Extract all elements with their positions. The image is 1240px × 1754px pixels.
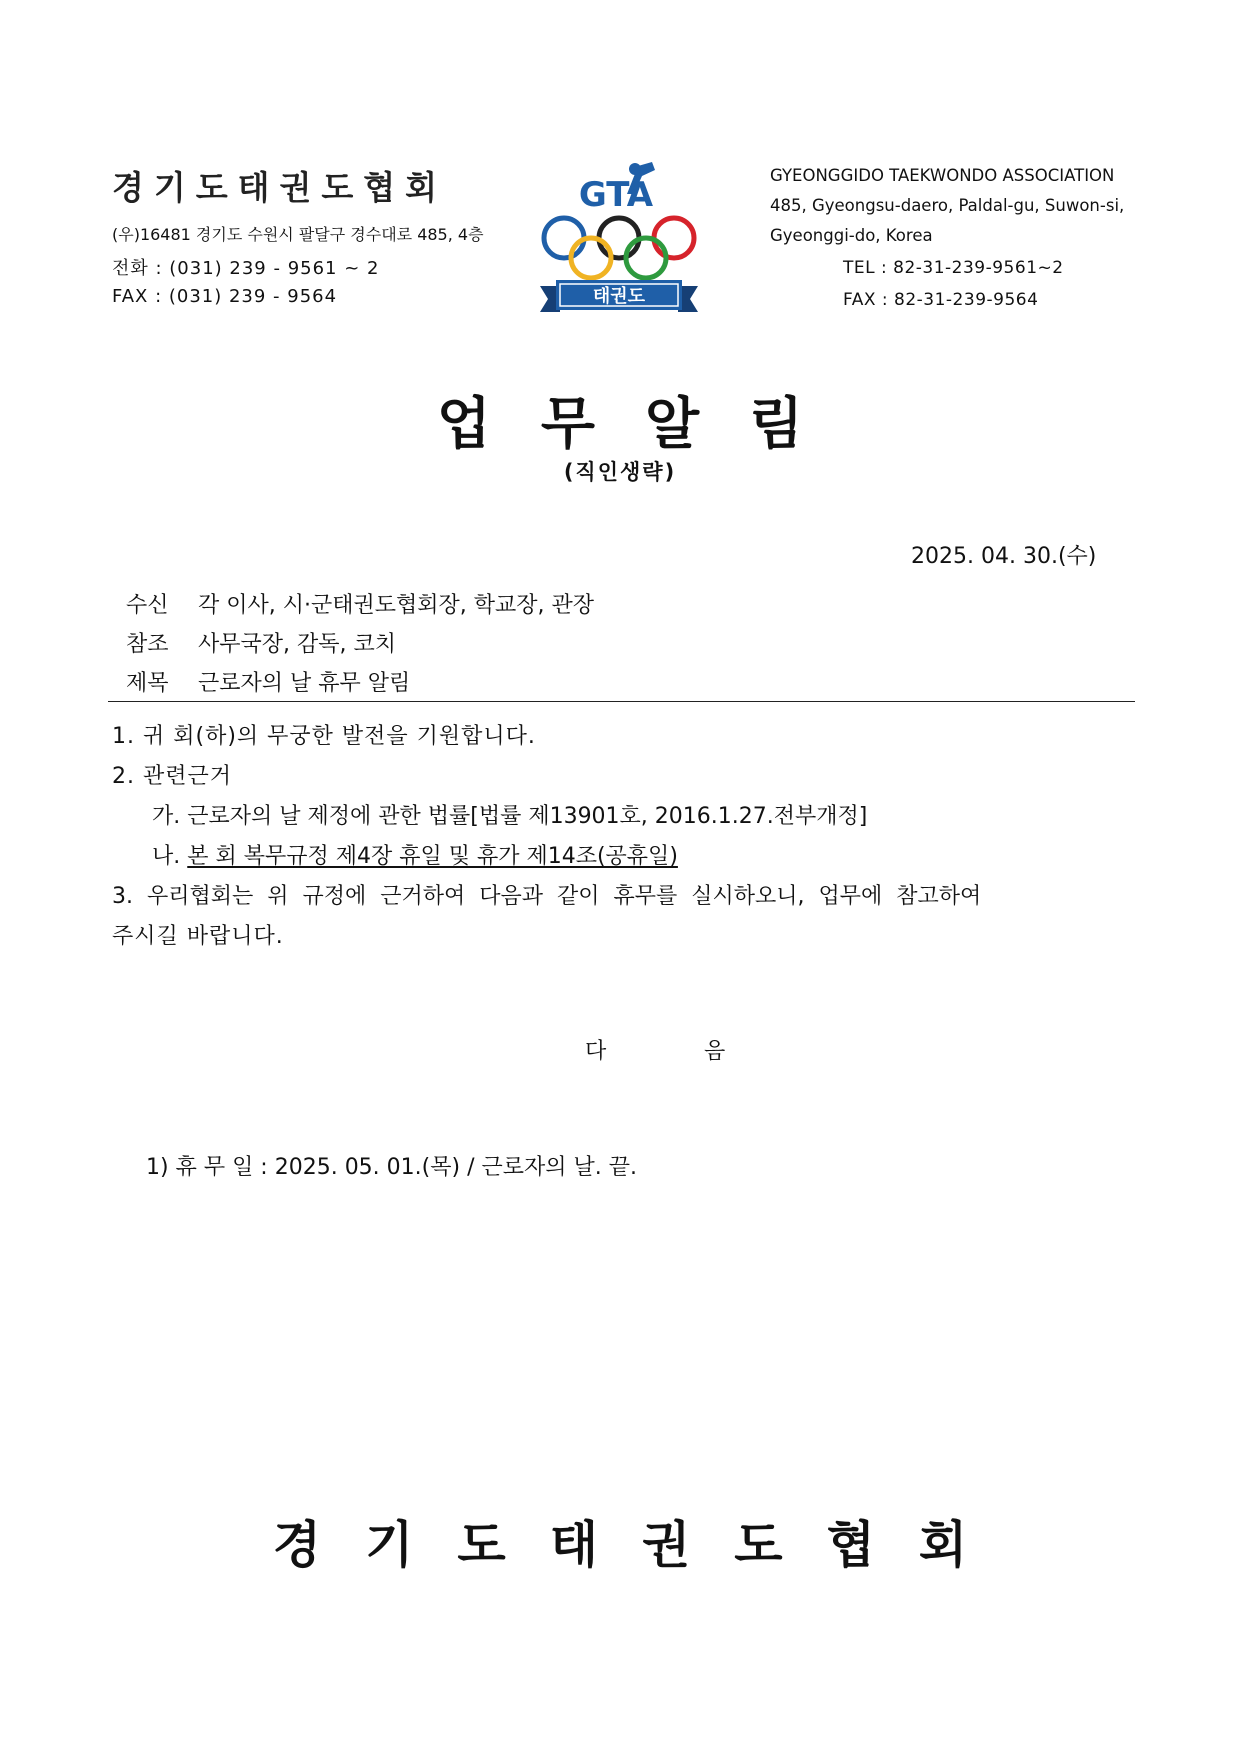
notice-item: 1) 휴 무 일 : 2025. 05. 01.(목) / 근로자의 날. 끝.: [146, 1155, 637, 1180]
banner-text: 태권도: [592, 286, 646, 307]
body-line-1: 1. 귀 회(하)의 무궁한 발전을 기원합니다.: [112, 724, 536, 749]
meta-reference: [126, 627, 396, 658]
tel-en: TEL : 82-31-239-9561~2: [843, 258, 1064, 278]
ring-green: [626, 238, 666, 278]
fax-en: FAX : 82-31-239-9564: [843, 290, 1039, 310]
ring-black: [599, 218, 639, 258]
body-line-3: 3. 우리협회는 위 규정에 근거하여 다음과 같이 휴무를 실시하오니, 업무에 참고하여: [112, 884, 982, 909]
address-ko: (우)16481 경기도 수원시 팔달구 경수대로 485, 4층: [112, 225, 484, 244]
org-name-en: GYEONGGIDO TAEKWONDO ASSOCIATION: [770, 166, 1115, 185]
signature: 경기도태권도협회: [272, 1516, 1012, 1574]
body-line-3-continued: 주시길 바랍니다.: [112, 924, 284, 949]
address-en-line1: 485, Gyeongsu-daero, Paldal-gu, Suwon-si,: [770, 196, 1125, 215]
document-date: 2025. 04. 30.(수): [911, 544, 1097, 569]
ring-yellow: [571, 238, 611, 278]
gta-logo: [534, 160, 704, 320]
ring-red: [654, 218, 694, 258]
meta-value: 각 이사, 시·군태권도협회장, 학교장, 관장: [198, 593, 594, 618]
meta-value: 근로자의 날 휴무 알림: [198, 671, 411, 696]
kicker-head: [629, 163, 641, 175]
body-line-2b-text: 본 회 복무규정 제4장 휴일 및 휴가 제14조(공휴일): [187, 844, 678, 869]
body-line-2a: 가. 근로자의 날 제정에 관한 법률[법률 제13901호, 2016.1.27.전부개정]: [152, 804, 868, 829]
body-line-2b-prefix: 나.: [152, 844, 181, 869]
ring-blue: [544, 218, 584, 258]
meta-key: 참조: [126, 632, 169, 657]
document-title: 업무알림: [436, 392, 854, 457]
body-line-2: 2. 관련근거: [112, 764, 232, 789]
document-subtitle: (직인생략): [563, 460, 677, 484]
org-name-ko: 경기도태권도협회: [112, 168, 448, 207]
body-line-2b: [152, 839, 678, 870]
meta-value: 사무국장, 감독, 코치: [198, 632, 396, 657]
meta-recipient: [126, 588, 594, 619]
notice-heading-left: 다: [585, 1039, 607, 1064]
address-en-line2: Gyeonggi-do, Korea: [770, 226, 933, 245]
notice-heading-right: 음: [704, 1039, 726, 1064]
meta-key: 제목: [126, 671, 169, 696]
meta-key: 수신: [126, 593, 169, 618]
meta-subject: [126, 666, 410, 697]
fax-ko: FAX : (031) 239 - 9564: [112, 286, 338, 307]
logo-letters: GTA: [578, 175, 654, 215]
header-divider: [108, 701, 1135, 702]
phone-ko: 전화 : (031) 239 - 9561 ~ 2: [112, 258, 380, 279]
